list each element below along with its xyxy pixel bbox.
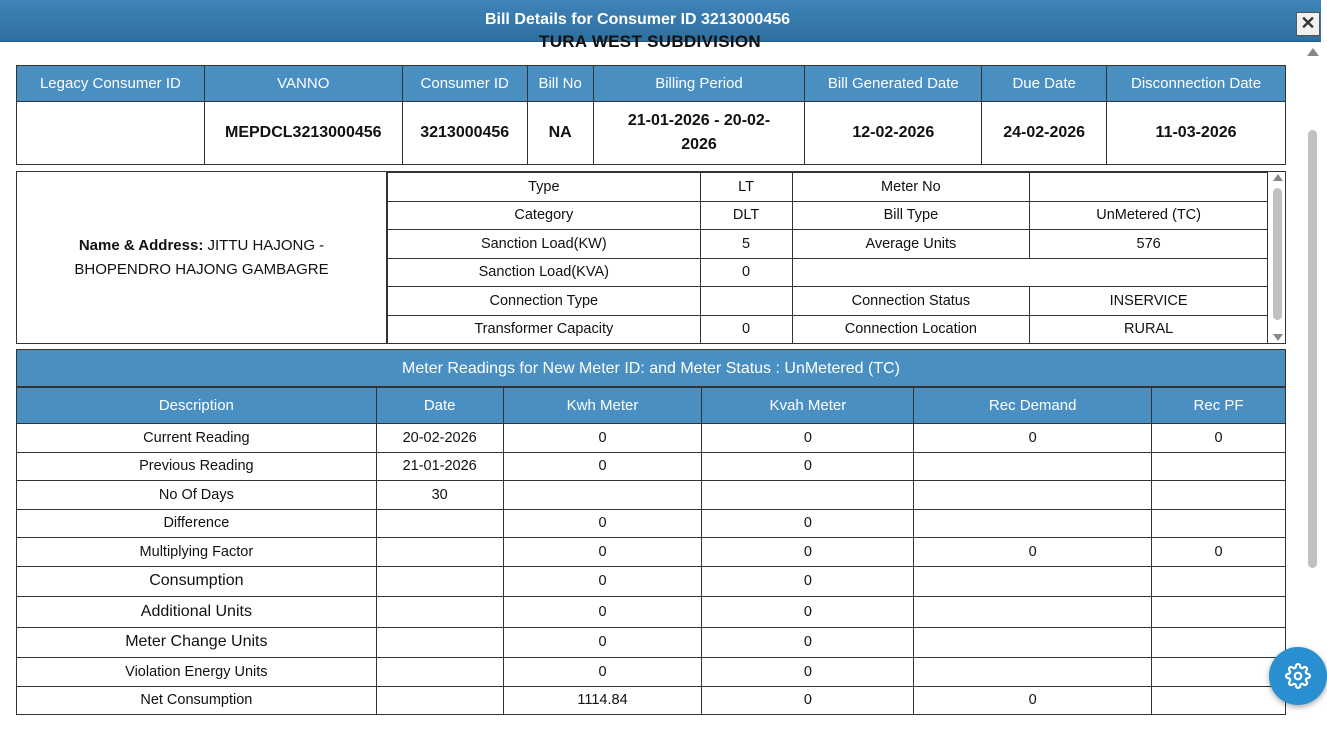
scroll-down-arrow-icon[interactable] [1273,334,1283,341]
consumer-id-value: 3213000456 [402,102,527,165]
info-cell [700,287,792,316]
bill-no-value: NA [527,102,593,165]
reading-value [1152,509,1286,538]
reading-value [1152,686,1286,715]
reading-value: 0 [702,566,914,597]
name-address-label: Name & Address: [78,236,204,254]
reading-value [376,566,503,597]
reading-description: No Of Days [17,481,377,510]
reading-value: 30 [376,481,503,510]
reading-description: Previous Reading [17,452,377,481]
header-disconnection-date: Disconnection Date [1107,66,1286,102]
info-cell: Type [388,173,701,202]
info-scrollbar[interactable] [1271,172,1285,343]
reading-value: 0 [914,424,1152,453]
scroll-up-arrow-icon[interactable] [1273,174,1283,181]
reading-value [1152,481,1286,510]
info-cell: Sanction Load(KW) [388,230,701,259]
legacy-consumer-id-value [17,102,205,165]
info-cell: 576 [1030,230,1268,259]
reading-value [914,658,1152,687]
subdivision-heading: TURA WEST SUBDIVISION [539,32,761,51]
info-row [388,230,1268,259]
header-vanno: VANNO [204,66,402,102]
reading-value [1152,658,1286,687]
info-cell [1030,173,1268,202]
info-cell: DLT [700,201,792,230]
info-row [388,287,1268,316]
info-cell: INSERVICE [1030,287,1268,316]
disconnection-date-value: 11-03-2026 [1107,102,1286,165]
header-bill-no: Bill No [527,66,593,102]
header-date: Date [376,388,503,424]
info-cell: Category [388,201,701,230]
bill-summary-table [16,65,1286,165]
table-row [17,658,1286,687]
reading-value: 0 [702,509,914,538]
page-scroll-thumb[interactable] [1308,130,1317,568]
reading-value: 0 [503,538,702,567]
reading-value [503,481,702,510]
table-row [17,452,1286,481]
reading-value [914,509,1152,538]
reading-value [914,597,1152,628]
header-kvah-meter: Kvah Meter [702,388,914,424]
meter-readings-title: Meter Readings for New Meter ID: and Meter Status : UnMetered (TC) [16,349,1286,387]
info-cell: UnMetered (TC) [1030,201,1268,230]
header-legacy-consumer-id: Legacy Consumer ID [17,66,205,102]
info-cell: Bill Type [792,201,1030,230]
table-row [17,538,1286,567]
reading-value [1152,566,1286,597]
reading-value [914,627,1152,658]
reading-description: Difference [17,509,377,538]
reading-value [702,481,914,510]
billing-period-value: 21-01-2026 - 20-02-2026 [593,102,805,165]
info-row [388,201,1268,230]
reading-value: 0 [702,452,914,481]
reading-value: 0 [503,627,702,658]
reading-value [376,686,503,715]
reading-value [376,538,503,567]
reading-value: 0 [503,424,702,453]
reading-value: 0 [702,538,914,567]
reading-value [1152,597,1286,628]
table-row [17,627,1286,658]
info-cell: Sanction Load(KVA) [388,258,701,287]
reading-description: Violation Energy Units [17,658,377,687]
info-row [388,315,1268,344]
info-cell: Average Units [792,230,1030,259]
connection-info-table [387,172,1268,344]
scroll-thumb[interactable] [1273,188,1282,320]
reading-value: 0 [914,686,1152,715]
reading-value: 0 [1152,538,1286,567]
consumer-info-panel [16,171,1286,344]
header-consumer-id: Consumer ID [402,66,527,102]
name-address-cell [17,172,387,343]
reading-value: 0 [503,509,702,538]
settings-button[interactable] [1269,647,1327,705]
reading-value [1152,452,1286,481]
info-cell: Connection Type [388,287,701,316]
reading-description: Meter Change Units [17,627,377,658]
reading-value: 0 [702,424,914,453]
dialog-title: Bill Details for Consumer ID 3213000456 [484,11,791,28]
info-cell [792,258,1268,287]
bill-generated-date-value: 12-02-2026 [805,102,982,165]
reading-description: Net Consumption [17,686,377,715]
reading-description: Multiplying Factor [17,538,377,567]
reading-value: 0 [503,566,702,597]
header-bill-generated-date: Bill Generated Date [805,66,982,102]
reading-value [1152,627,1286,658]
reading-value: 0 [1152,424,1286,453]
gear-icon [1285,663,1311,689]
header-kwh-meter: Kwh Meter [503,388,702,424]
info-cell: 0 [700,315,792,344]
info-cell: Connection Status [792,287,1030,316]
reading-value [376,658,503,687]
reading-value: 20-02-2026 [376,424,503,453]
reading-value: 0 [702,597,914,628]
info-cell: LT [700,173,792,202]
info-cell: Connection Location [792,315,1030,344]
table-row [17,686,1286,715]
vanno-value: MEPDCL3213000456 [204,102,402,165]
close-icon: ✕ [1300,13,1316,33]
table-row [17,424,1286,453]
reading-value [376,597,503,628]
reading-description: Additional Units [17,597,377,628]
reading-value [914,452,1152,481]
header-rec-pf: Rec PF [1152,388,1286,424]
due-date-value: 24-02-2026 [982,102,1107,165]
reading-value: 0 [503,658,702,687]
header-description: Description [17,388,377,424]
reading-value: 0 [702,686,914,715]
reading-description: Current Reading [17,424,377,453]
info-cell: RURAL [1030,315,1268,344]
table-row [17,566,1286,597]
reading-value [376,627,503,658]
table-row [17,509,1286,538]
reading-value: 0 [914,538,1152,567]
reading-value: 1114.84 [503,686,702,715]
reading-value: 21-01-2026 [376,452,503,481]
header-billing-period: Billing Period [593,66,805,102]
header-due-date: Due Date [982,66,1107,102]
reading-value: 0 [503,597,702,628]
table-row [17,597,1286,628]
info-row [388,258,1268,287]
name-address-value: JITTU HAJONG - BHOPENDRO HAJONG GAMBAGRE [74,236,329,278]
reading-value: 0 [503,452,702,481]
reading-value [376,509,503,538]
reading-value [914,481,1152,510]
table-row [17,481,1286,510]
meter-readings-table [16,387,1286,715]
dialog-content [0,32,1305,736]
header-rec-demand: Rec Demand [914,388,1152,424]
info-cell: 5 [700,230,792,259]
page-scroll-up-arrow-icon[interactable] [1307,48,1319,56]
reading-value: 0 [702,658,914,687]
reading-description: Consumption [17,566,377,597]
page-scrollbar[interactable] [1305,42,1321,736]
info-cell: 0 [700,258,792,287]
reading-value: 0 [702,627,914,658]
reading-value [914,566,1152,597]
info-row [388,173,1268,202]
info-cell: Transformer Capacity [388,315,701,344]
info-cell: Meter No [792,173,1030,202]
